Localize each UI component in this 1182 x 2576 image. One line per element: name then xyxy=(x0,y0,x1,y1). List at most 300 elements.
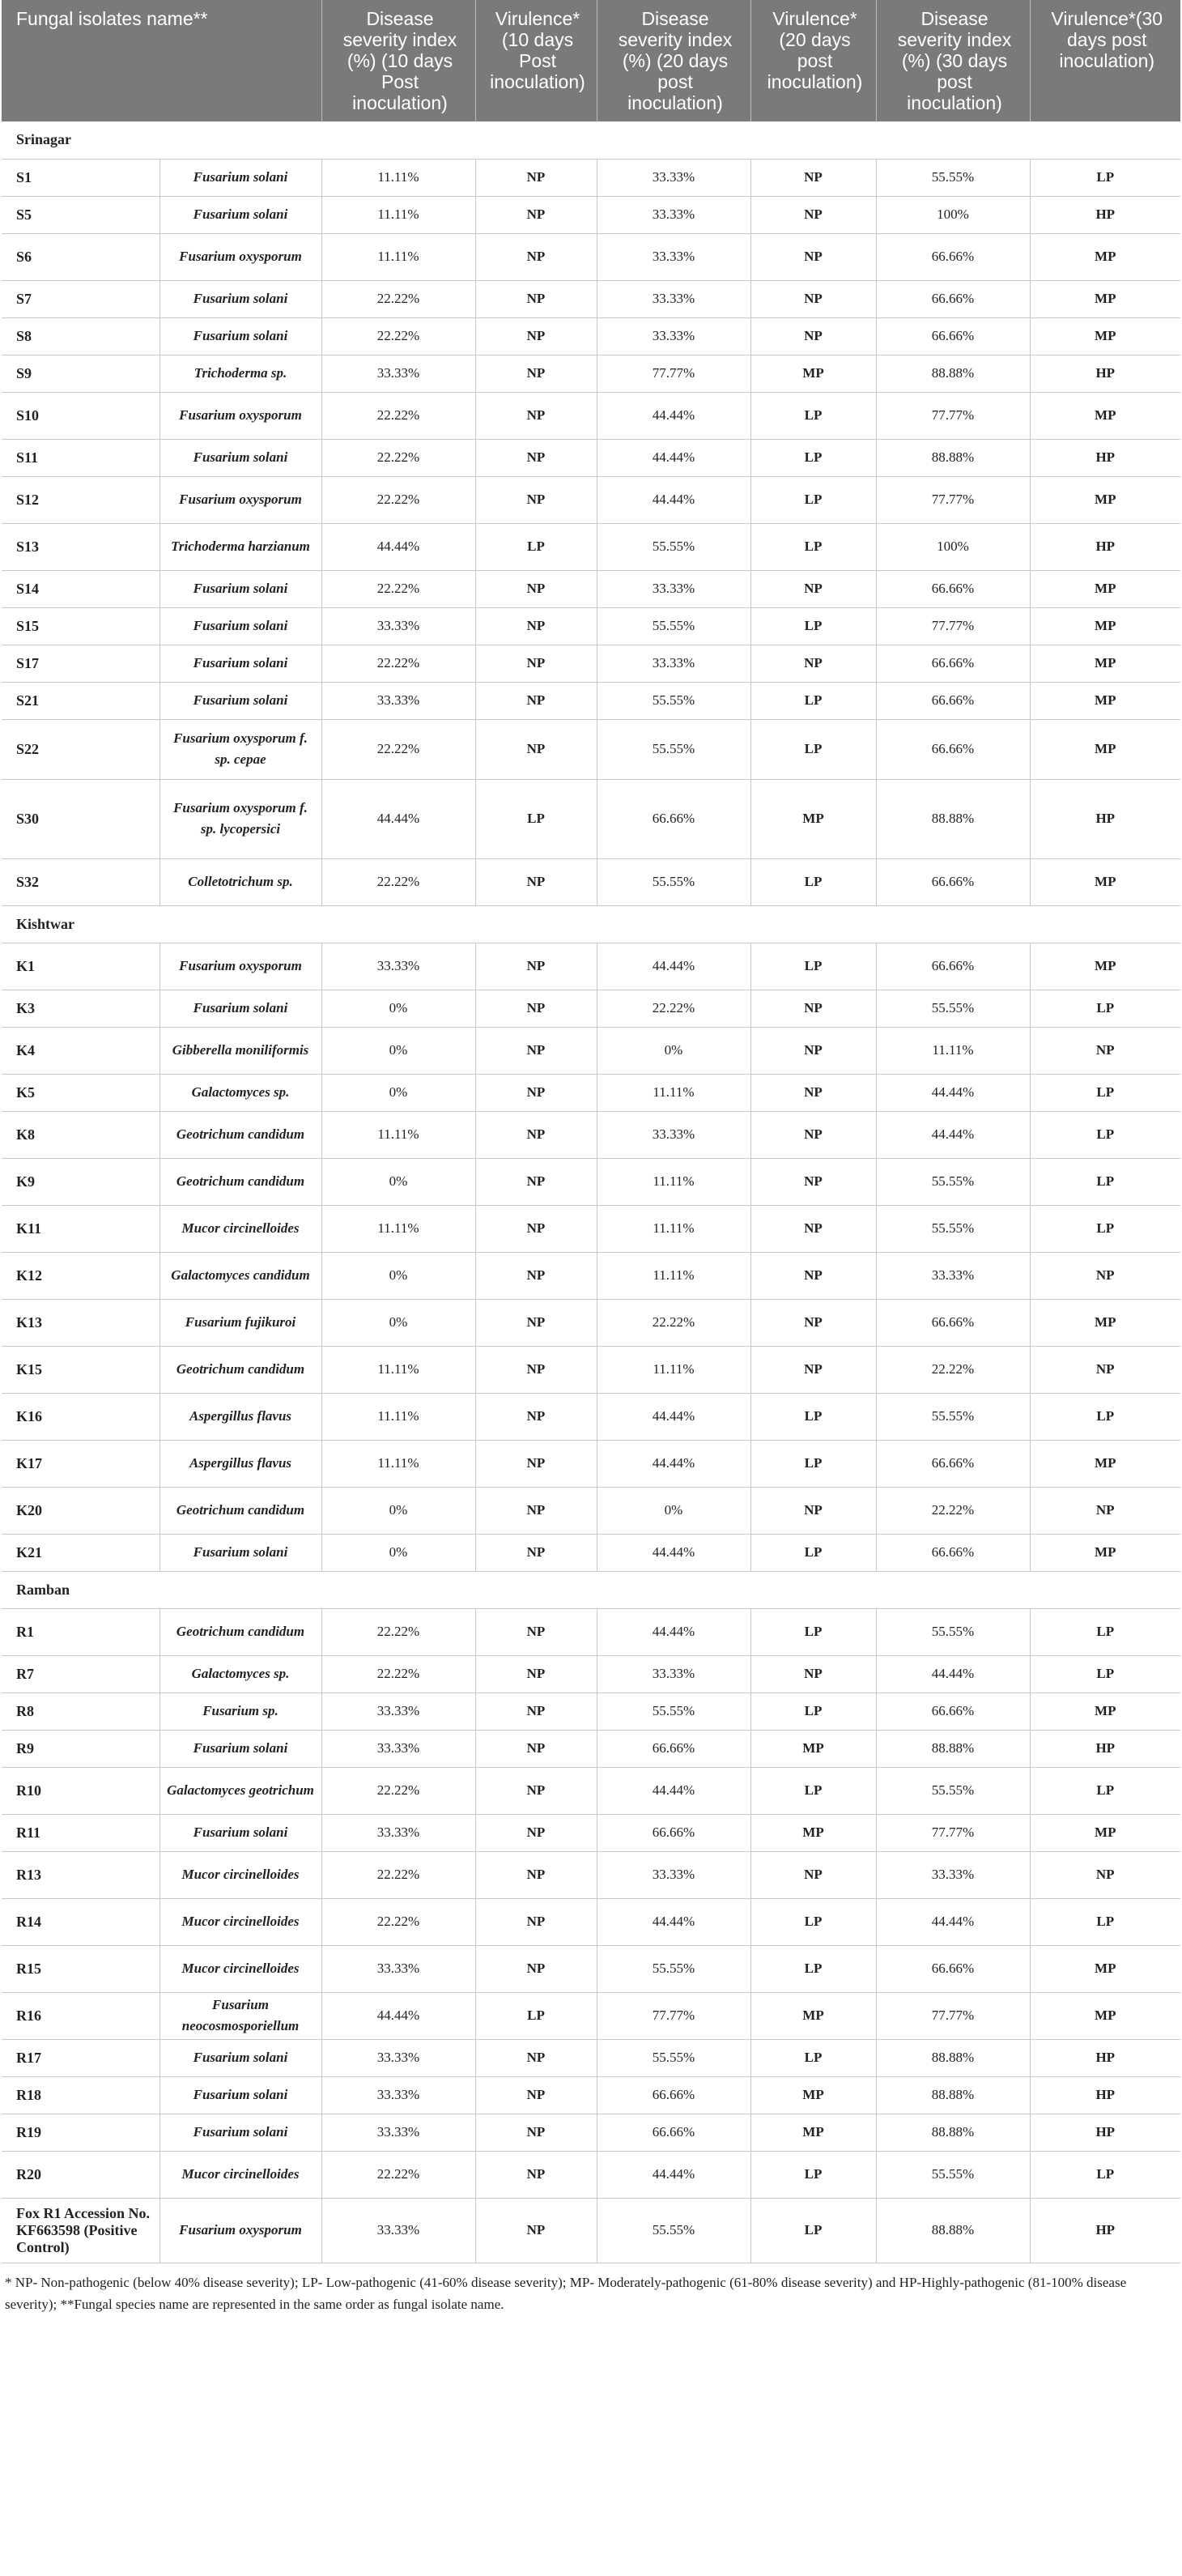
table-row xyxy=(2,1487,1180,1534)
table-row xyxy=(2,1299,1180,1346)
header-virulence-30: Virulence*(30 days post inoculation) xyxy=(1030,0,1180,121)
table-row xyxy=(2,476,1180,523)
virulence-30: MP xyxy=(1030,1814,1180,1851)
dsi-20: 44.44% xyxy=(597,1534,750,1571)
dsi-10: 33.33% xyxy=(321,1945,475,1992)
virulence-30: MP xyxy=(1030,1945,1180,1992)
dsi-20: 44.44% xyxy=(597,392,750,439)
virulence-30: MP xyxy=(1030,280,1180,317)
dsi-20: 44.44% xyxy=(597,476,750,523)
species-name: Trichoderma sp. xyxy=(159,355,321,392)
virulence-20: NP xyxy=(750,1487,876,1534)
dsi-30: 11.11% xyxy=(876,1027,1030,1074)
virulence-20: LP xyxy=(750,392,876,439)
isolate-id: R11 xyxy=(2,1814,159,1851)
dsi-30: 88.88% xyxy=(876,2114,1030,2151)
dsi-20: 44.44% xyxy=(597,1608,750,1655)
table-row xyxy=(2,317,1180,355)
species-name: Fusarium solani xyxy=(159,1730,321,1767)
virulence-30: LP xyxy=(1030,1158,1180,1205)
virulence-30: MP xyxy=(1030,1692,1180,1730)
virulence-30: MP xyxy=(1030,1992,1180,2039)
dsi-10: 11.11% xyxy=(321,1111,475,1158)
species-name: Fusarium solani xyxy=(159,607,321,645)
virulence-20: LP xyxy=(750,2198,876,2263)
virulence-table xyxy=(2,0,1180,2263)
virulence-10: LP xyxy=(475,779,597,858)
dsi-30: 66.66% xyxy=(876,1440,1030,1487)
virulence-10: NP xyxy=(475,1027,597,1074)
virulence-10: NP xyxy=(475,1440,597,1487)
species-name: Fusarium solani xyxy=(159,2076,321,2114)
virulence-20: NP xyxy=(750,1655,876,1692)
table-row xyxy=(2,1205,1180,1252)
isolate-id: R8 xyxy=(2,1692,159,1730)
group-label: Kishtwar xyxy=(2,905,1180,943)
species-name: Aspergillus flavus xyxy=(159,1440,321,1487)
dsi-10: 0% xyxy=(321,1252,475,1299)
virulence-30: HP xyxy=(1030,2114,1180,2151)
virulence-30: HP xyxy=(1030,1730,1180,1767)
virulence-20: LP xyxy=(750,2151,876,2198)
virulence-20: NP xyxy=(750,317,876,355)
virulence-30: MP xyxy=(1030,392,1180,439)
dsi-20: 44.44% xyxy=(597,943,750,990)
dsi-20: 44.44% xyxy=(597,1767,750,1814)
dsi-30: 100% xyxy=(876,196,1030,233)
dsi-20: 55.55% xyxy=(597,1692,750,1730)
virulence-30: HP xyxy=(1030,355,1180,392)
virulence-10: NP xyxy=(475,2114,597,2151)
species-name: Fusarium solani xyxy=(159,645,321,682)
species-name: Mucor circinelloides xyxy=(159,1851,321,1898)
virulence-20: LP xyxy=(750,719,876,779)
species-name: Fusarium fujikuroi xyxy=(159,1299,321,1346)
virulence-20: LP xyxy=(750,1898,876,1945)
dsi-20: 0% xyxy=(597,1027,750,1074)
species-name: Geotrichum candidum xyxy=(159,1487,321,1534)
isolate-id: R9 xyxy=(2,1730,159,1767)
dsi-20: 55.55% xyxy=(597,2198,750,2263)
table-row xyxy=(2,1534,1180,1571)
isolate-id: R1 xyxy=(2,1608,159,1655)
virulence-20: NP xyxy=(750,1299,876,1346)
isolate-id: S10 xyxy=(2,392,159,439)
table-row xyxy=(2,1692,1180,1730)
species-name: Fusarium oxysporum f. sp. cepae xyxy=(159,719,321,779)
virulence-10: NP xyxy=(475,233,597,280)
table-row xyxy=(2,2151,1180,2198)
isolate-id: K4 xyxy=(2,1027,159,1074)
dsi-10: 33.33% xyxy=(321,607,475,645)
species-name: Aspergillus flavus xyxy=(159,1393,321,1440)
dsi-10: 33.33% xyxy=(321,1814,475,1851)
dsi-10: 22.22% xyxy=(321,1608,475,1655)
isolate-id: K1 xyxy=(2,943,159,990)
dsi-30: 55.55% xyxy=(876,1608,1030,1655)
isolate-id: S14 xyxy=(2,570,159,607)
virulence-20: NP xyxy=(750,1027,876,1074)
virulence-30: MP xyxy=(1030,233,1180,280)
header-isolate-name: Fungal isolates name** xyxy=(2,0,321,121)
virulence-20: LP xyxy=(750,523,876,570)
isolate-id: R15 xyxy=(2,1945,159,1992)
dsi-20: 44.44% xyxy=(597,2151,750,2198)
dsi-20: 44.44% xyxy=(597,1898,750,1945)
header-row xyxy=(2,0,1180,121)
isolate-id: S32 xyxy=(2,858,159,905)
table-row xyxy=(2,2039,1180,2076)
species-name: Fusarium solani xyxy=(159,2039,321,2076)
virulence-10: NP xyxy=(475,682,597,719)
dsi-20: 55.55% xyxy=(597,858,750,905)
dsi-20: 55.55% xyxy=(597,2039,750,2076)
dsi-10: 22.22% xyxy=(321,280,475,317)
species-name: Mucor circinelloides xyxy=(159,1945,321,1992)
virulence-20: NP xyxy=(750,1346,876,1393)
isolate-id: K20 xyxy=(2,1487,159,1534)
dsi-10: 11.11% xyxy=(321,1205,475,1252)
dsi-30: 66.66% xyxy=(876,1534,1030,1571)
table-row xyxy=(2,682,1180,719)
virulence-10: LP xyxy=(475,1992,597,2039)
virulence-10: NP xyxy=(475,1851,597,1898)
dsi-30: 44.44% xyxy=(876,1111,1030,1158)
virulence-20: LP xyxy=(750,943,876,990)
dsi-10: 33.33% xyxy=(321,2039,475,2076)
virulence-30: MP xyxy=(1030,645,1180,682)
dsi-20: 55.55% xyxy=(597,719,750,779)
virulence-20: LP xyxy=(750,682,876,719)
virulence-20: NP xyxy=(750,990,876,1027)
dsi-10: 44.44% xyxy=(321,779,475,858)
virulence-20: LP xyxy=(750,1440,876,1487)
dsi-20: 66.66% xyxy=(597,2114,750,2151)
virulence-10: NP xyxy=(475,355,597,392)
virulence-10: NP xyxy=(475,2198,597,2263)
virulence-20: NP xyxy=(750,645,876,682)
virulence-30: NP xyxy=(1030,1027,1180,1074)
virulence-20: LP xyxy=(750,858,876,905)
dsi-30: 88.88% xyxy=(876,779,1030,858)
dsi-20: 33.33% xyxy=(597,317,750,355)
isolate-id: K3 xyxy=(2,990,159,1027)
dsi-30: 22.22% xyxy=(876,1487,1030,1534)
dsi-10: 11.11% xyxy=(321,1346,475,1393)
dsi-30: 88.88% xyxy=(876,2039,1030,2076)
table-row xyxy=(2,1730,1180,1767)
virulence-30: MP xyxy=(1030,943,1180,990)
virulence-20: NP xyxy=(750,1205,876,1252)
dsi-10: 22.22% xyxy=(321,1851,475,1898)
dsi-10: 11.11% xyxy=(321,233,475,280)
table-row xyxy=(2,607,1180,645)
virulence-10: NP xyxy=(475,990,597,1027)
species-name: Mucor circinelloides xyxy=(159,1898,321,1945)
dsi-30: 55.55% xyxy=(876,159,1030,196)
virulence-20: NP xyxy=(750,196,876,233)
isolate-id: R16 xyxy=(2,1992,159,2039)
virulence-20: NP xyxy=(750,570,876,607)
virulence-20: NP xyxy=(750,1158,876,1205)
isolate-id: S12 xyxy=(2,476,159,523)
header-dsi-10: Disease severity index (%) (10 days Post inoculation) xyxy=(321,0,475,121)
dsi-20: 77.77% xyxy=(597,1992,750,2039)
dsi-30: 66.66% xyxy=(876,570,1030,607)
virulence-30: HP xyxy=(1030,2039,1180,2076)
dsi-30: 77.77% xyxy=(876,1992,1030,2039)
dsi-20: 22.22% xyxy=(597,1299,750,1346)
table-row xyxy=(2,159,1180,196)
header-dsi-30: Disease severity index (%) (30 days post inoculation) xyxy=(876,0,1030,121)
dsi-20: 55.55% xyxy=(597,682,750,719)
virulence-10: NP xyxy=(475,645,597,682)
virulence-30: MP xyxy=(1030,570,1180,607)
dsi-30: 88.88% xyxy=(876,355,1030,392)
species-name: Fusarium oxysporum f. sp. lycopersici xyxy=(159,779,321,858)
species-name: Fusarium solani xyxy=(159,2114,321,2151)
table-row xyxy=(2,1851,1180,1898)
virulence-30: LP xyxy=(1030,1205,1180,1252)
dsi-10: 0% xyxy=(321,1158,475,1205)
dsi-10: 11.11% xyxy=(321,1440,475,1487)
table-header xyxy=(2,0,1180,121)
header-virulence-20: Virulence* (20 days post inoculation) xyxy=(750,0,876,121)
isolate-id: S15 xyxy=(2,607,159,645)
species-name: Galactomyces sp. xyxy=(159,1655,321,1692)
table-row xyxy=(2,196,1180,233)
virulence-10: NP xyxy=(475,1346,597,1393)
table-row xyxy=(2,233,1180,280)
table-row xyxy=(2,1992,1180,2039)
virulence-10: NP xyxy=(475,2151,597,2198)
dsi-30: 77.77% xyxy=(876,392,1030,439)
isolate-id: R17 xyxy=(2,2039,159,2076)
virulence-30: HP xyxy=(1030,2198,1180,2263)
table-row xyxy=(2,858,1180,905)
virulence-10: NP xyxy=(475,1945,597,1992)
dsi-10: 22.22% xyxy=(321,1655,475,1692)
isolate-id: R10 xyxy=(2,1767,159,1814)
virulence-30: LP xyxy=(1030,1393,1180,1440)
virulence-30: HP xyxy=(1030,196,1180,233)
dsi-30: 66.66% xyxy=(876,719,1030,779)
table-row xyxy=(2,1111,1180,1158)
virulence-10: NP xyxy=(475,2039,597,2076)
table-row xyxy=(2,1440,1180,1487)
species-name: Fusarium oxysporum xyxy=(159,392,321,439)
virulence-20: NP xyxy=(750,159,876,196)
virulence-20: LP xyxy=(750,1534,876,1571)
dsi-10: 0% xyxy=(321,1534,475,1571)
isolate-id: S1 xyxy=(2,159,159,196)
table-row xyxy=(2,779,1180,858)
virulence-30: LP xyxy=(1030,1111,1180,1158)
dsi-30: 66.66% xyxy=(876,1945,1030,1992)
dsi-20: 44.44% xyxy=(597,1440,750,1487)
dsi-10: 33.33% xyxy=(321,943,475,990)
species-name: Trichoderma harzianum xyxy=(159,523,321,570)
dsi-20: 33.33% xyxy=(597,645,750,682)
dsi-10: 22.22% xyxy=(321,858,475,905)
table-row xyxy=(2,355,1180,392)
dsi-30: 88.88% xyxy=(876,1730,1030,1767)
virulence-10: NP xyxy=(475,570,597,607)
table-row xyxy=(2,990,1180,1027)
species-name: Galactomyces candidum xyxy=(159,1252,321,1299)
dsi-30: 66.66% xyxy=(876,682,1030,719)
virulence-30: LP xyxy=(1030,2151,1180,2198)
table-row xyxy=(2,392,1180,439)
species-name: Geotrichum candidum xyxy=(159,1111,321,1158)
table-row xyxy=(2,1346,1180,1393)
table-row xyxy=(2,1027,1180,1074)
virulence-30: MP xyxy=(1030,317,1180,355)
virulence-20: MP xyxy=(750,2114,876,2151)
dsi-20: 55.55% xyxy=(597,1945,750,1992)
dsi-10: 22.22% xyxy=(321,317,475,355)
dsi-30: 33.33% xyxy=(876,1252,1030,1299)
dsi-30: 66.66% xyxy=(876,280,1030,317)
virulence-10: NP xyxy=(475,2076,597,2114)
virulence-30: MP xyxy=(1030,858,1180,905)
dsi-10: 11.11% xyxy=(321,1393,475,1440)
table-row xyxy=(2,1655,1180,1692)
dsi-30: 88.88% xyxy=(876,2198,1030,2263)
virulence-30: NP xyxy=(1030,1487,1180,1534)
dsi-20: 33.33% xyxy=(597,196,750,233)
species-name: Geotrichum candidum xyxy=(159,1608,321,1655)
virulence-20: MP xyxy=(750,355,876,392)
table-row xyxy=(2,645,1180,682)
virulence-10: NP xyxy=(475,719,597,779)
dsi-20: 55.55% xyxy=(597,607,750,645)
isolate-id: R13 xyxy=(2,1851,159,1898)
table-row xyxy=(2,570,1180,607)
dsi-20: 33.33% xyxy=(597,1851,750,1898)
isolate-id: R7 xyxy=(2,1655,159,1692)
virulence-30: MP xyxy=(1030,1299,1180,1346)
virulence-20: NP xyxy=(750,1252,876,1299)
virulence-30: MP xyxy=(1030,1440,1180,1487)
table-footnote: * NP- Non-pathogenic (below 40% disease severity); LP- Low-pathogenic (41-60% disease severity); MP- Moderately-pathogenic (61-80% disease severity) and HP-Highly-pathogenic (81-100% disease severity); **Fungal species name are represented in the same order as fungal isolate name. xyxy=(5,2274,1127,2312)
dsi-10: 33.33% xyxy=(321,2076,475,2114)
species-name: Fusarium solani xyxy=(159,1814,321,1851)
isolate-id: S30 xyxy=(2,779,159,858)
dsi-10: 0% xyxy=(321,1487,475,1534)
dsi-10: 11.11% xyxy=(321,159,475,196)
dsi-30: 22.22% xyxy=(876,1346,1030,1393)
virulence-10: NP xyxy=(475,1814,597,1851)
virulence-20: MP xyxy=(750,1814,876,1851)
virulence-10: NP xyxy=(475,317,597,355)
virulence-30: NP xyxy=(1030,1851,1180,1898)
table-row xyxy=(2,280,1180,317)
isolate-id: K15 xyxy=(2,1346,159,1393)
isolate-id: S7 xyxy=(2,280,159,317)
dsi-20: 66.66% xyxy=(597,1814,750,1851)
dsi-10: 11.11% xyxy=(321,196,475,233)
species-name: Fusarium solani xyxy=(159,159,321,196)
table-row xyxy=(2,523,1180,570)
group-label: Ramban xyxy=(2,1571,1180,1608)
dsi-10: 22.22% xyxy=(321,645,475,682)
isolate-id: K16 xyxy=(2,1393,159,1440)
virulence-30: HP xyxy=(1030,523,1180,570)
dsi-10: 22.22% xyxy=(321,476,475,523)
dsi-20: 22.22% xyxy=(597,990,750,1027)
species-name: Mucor circinelloides xyxy=(159,2151,321,2198)
table-row xyxy=(2,1898,1180,1945)
dsi-10: 22.22% xyxy=(321,570,475,607)
virulence-10: NP xyxy=(475,1205,597,1252)
dsi-20: 11.11% xyxy=(597,1346,750,1393)
dsi-30: 55.55% xyxy=(876,990,1030,1027)
table-row xyxy=(2,2114,1180,2151)
species-name: Fusarium solani xyxy=(159,317,321,355)
virulence-30: LP xyxy=(1030,1608,1180,1655)
table-row xyxy=(2,1074,1180,1111)
species-name: Fusarium solani xyxy=(159,1534,321,1571)
virulence-30: HP xyxy=(1030,779,1180,858)
group-label: Srinagar xyxy=(2,121,1180,159)
dsi-20: 11.11% xyxy=(597,1074,750,1111)
dsi-30: 88.88% xyxy=(876,439,1030,476)
species-name: Fusarium oxysporum xyxy=(159,476,321,523)
dsi-30: 77.77% xyxy=(876,476,1030,523)
dsi-10: 22.22% xyxy=(321,1767,475,1814)
isolate-id: K9 xyxy=(2,1158,159,1205)
dsi-20: 11.11% xyxy=(597,1158,750,1205)
virulence-30: MP xyxy=(1030,607,1180,645)
isolate-id: Fox R1 Accession No. KF663598 (Positive Control) xyxy=(2,2198,159,2263)
virulence-10: NP xyxy=(475,1487,597,1534)
virulence-30: LP xyxy=(1030,159,1180,196)
species-name: Galactomyces geotrichum xyxy=(159,1767,321,1814)
virulence-20: NP xyxy=(750,1111,876,1158)
dsi-10: 33.33% xyxy=(321,1730,475,1767)
isolate-id: S8 xyxy=(2,317,159,355)
table-row xyxy=(2,1767,1180,1814)
virulence-20: LP xyxy=(750,1608,876,1655)
virulence-10: NP xyxy=(475,1111,597,1158)
dsi-10: 0% xyxy=(321,990,475,1027)
table-row xyxy=(2,943,1180,990)
isolate-id: K13 xyxy=(2,1299,159,1346)
dsi-30: 77.77% xyxy=(876,607,1030,645)
species-name: Fusarium neocosmosporiellum xyxy=(159,1992,321,2039)
dsi-10: 33.33% xyxy=(321,2114,475,2151)
virulence-10: NP xyxy=(475,1252,597,1299)
virulence-10: NP xyxy=(475,1074,597,1111)
virulence-20: LP xyxy=(750,1393,876,1440)
isolate-id: K12 xyxy=(2,1252,159,1299)
table-row xyxy=(2,1608,1180,1655)
virulence-10: NP xyxy=(475,1767,597,1814)
table-row xyxy=(2,1814,1180,1851)
species-name: Geotrichum candidum xyxy=(159,1346,321,1393)
isolate-id: S21 xyxy=(2,682,159,719)
isolate-id: K17 xyxy=(2,1440,159,1487)
dsi-20: 66.66% xyxy=(597,2076,750,2114)
species-name: Fusarium oxysporum xyxy=(159,943,321,990)
virulence-10: NP xyxy=(475,392,597,439)
isolate-id: S6 xyxy=(2,233,159,280)
virulence-10: NP xyxy=(475,1608,597,1655)
dsi-10: 0% xyxy=(321,1299,475,1346)
virulence-20: NP xyxy=(750,280,876,317)
dsi-30: 66.66% xyxy=(876,317,1030,355)
